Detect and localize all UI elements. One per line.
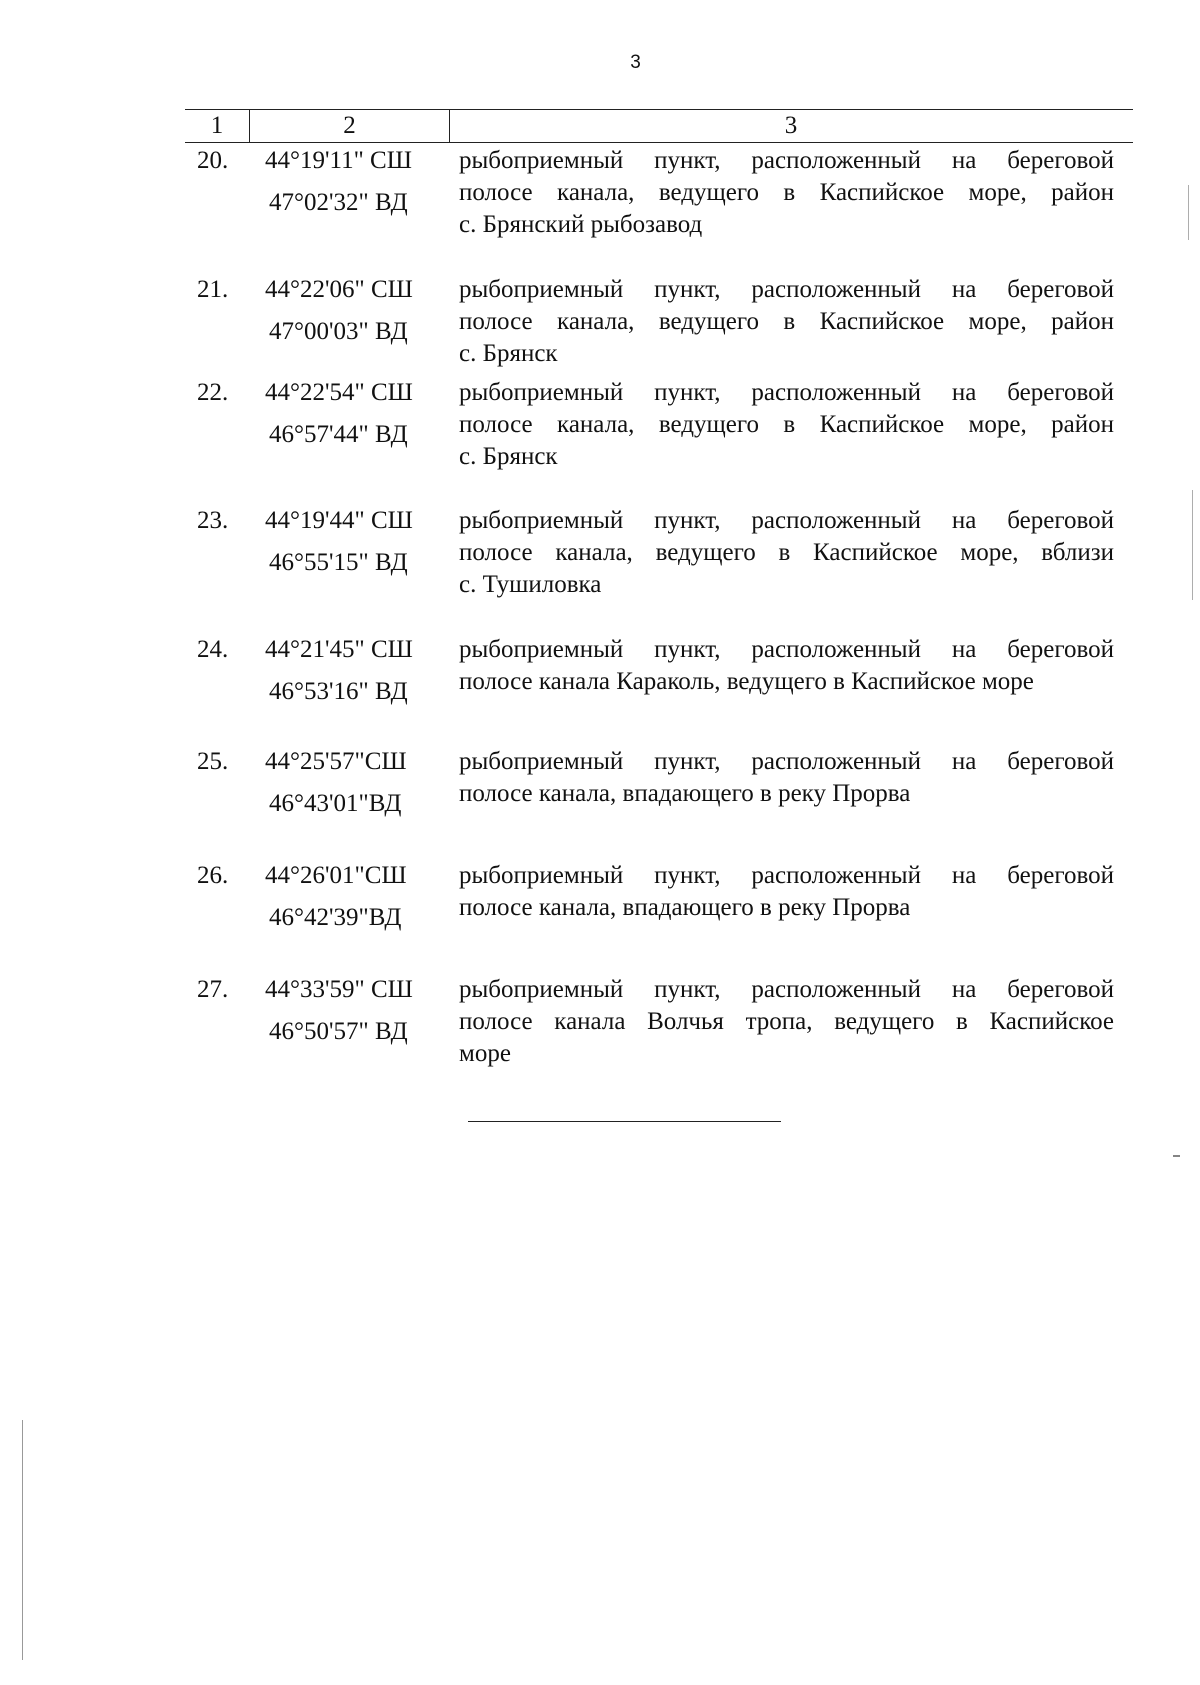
description-line: с. Тушиловка <box>459 571 602 598</box>
description-line: полосе канала, ведущего в Каспийское море, район <box>459 411 1114 438</box>
longitude: 47°02'32" ВД <box>269 189 408 216</box>
description-line: полосе канала, впадающего в реку Прорва <box>459 780 911 807</box>
column-header-3: 3 <box>784 112 798 139</box>
scan-edge-line <box>1188 185 1189 240</box>
description-line: полосе канала, впадающего в реку Прорва <box>459 894 911 921</box>
column-header-2: 2 <box>249 110 450 142</box>
row-number: 25. <box>197 748 229 775</box>
longitude: 46°43'01"ВД <box>269 790 402 817</box>
scan-speck <box>1173 1155 1180 1157</box>
description-line: полосе канала, ведущего в Каспийское море, район <box>459 308 1114 335</box>
description-line: море <box>459 1040 511 1067</box>
description <box>459 746 1114 810</box>
description-line: рыбоприемный пункт, расположенный на береговой <box>459 862 1114 889</box>
latitude: 44°22'06" СШ <box>265 276 413 303</box>
latitude: 44°21'45" СШ <box>265 636 413 663</box>
scan-edge-line <box>22 1420 23 1660</box>
column-header-1: 1 <box>210 112 224 139</box>
description-line: рыбоприемный пункт, расположенный на береговой <box>459 748 1114 775</box>
description-line: рыбоприемный пункт, расположенный на береговой <box>459 636 1114 663</box>
row-number: 24. <box>197 636 229 663</box>
description-line: рыбоприемный пункт, расположенный на береговой <box>459 147 1114 174</box>
description-line: полосе канала Волчья тропа, ведущего в Каспийское <box>459 1008 1114 1035</box>
latitude: 44°33'59" СШ <box>265 976 413 1003</box>
row-number: 21. <box>197 276 229 303</box>
description-line: рыбоприемный пункт, расположенный на береговой <box>459 976 1114 1003</box>
longitude: 46°42'39"ВД <box>269 904 402 931</box>
description-line: с. Брянск <box>459 340 558 367</box>
description <box>459 377 1114 473</box>
table-header-row <box>185 109 1133 143</box>
description-line: с. Брянский рыбозавод <box>459 211 703 238</box>
description <box>459 634 1114 698</box>
description <box>459 505 1114 601</box>
description-line: полосе канала Караколь, ведущего в Каспийское море <box>459 668 1034 695</box>
row-number: 22. <box>197 379 229 406</box>
description-line: рыбоприемный пункт, расположенный на береговой <box>459 379 1114 406</box>
description <box>459 145 1114 241</box>
description <box>459 274 1114 370</box>
scan-edge-line <box>1192 490 1193 600</box>
description-line: полосе канала, ведущего в Каспийское море, район <box>459 179 1114 206</box>
description <box>459 860 1114 924</box>
latitude: 44°19'44" СШ <box>265 507 413 534</box>
longitude: 46°53'16" ВД <box>269 678 408 705</box>
latitude: 44°26'01"СШ <box>265 862 407 889</box>
longitude: 46°50'57" ВД <box>269 1018 408 1045</box>
description-line: рыбоприемный пункт, расположенный на береговой <box>459 507 1114 534</box>
latitude: 44°22'54" СШ <box>265 379 413 406</box>
description-line: рыбоприемный пункт, расположенный на береговой <box>459 276 1114 303</box>
coordinates-table <box>185 109 1133 1067</box>
description-line: полосе канала, ведущего в Каспийское море, вблизи <box>459 539 1114 566</box>
description-line: с. Брянск <box>459 443 558 470</box>
row-number: 26. <box>197 862 229 889</box>
description <box>459 974 1114 1070</box>
longitude: 47°00'03" ВД <box>269 318 408 345</box>
row-number: 23. <box>197 507 229 534</box>
latitude: 44°25'57"СШ <box>265 748 407 775</box>
page-number: 3 <box>630 52 641 73</box>
longitude: 46°57'44" ВД <box>269 421 408 448</box>
row-number: 27. <box>197 976 229 1003</box>
longitude: 46°55'15" ВД <box>269 549 408 576</box>
row-number: 20. <box>197 147 229 174</box>
end-of-table-rule <box>468 1121 781 1122</box>
latitude: 44°19'11" СШ <box>265 147 412 174</box>
